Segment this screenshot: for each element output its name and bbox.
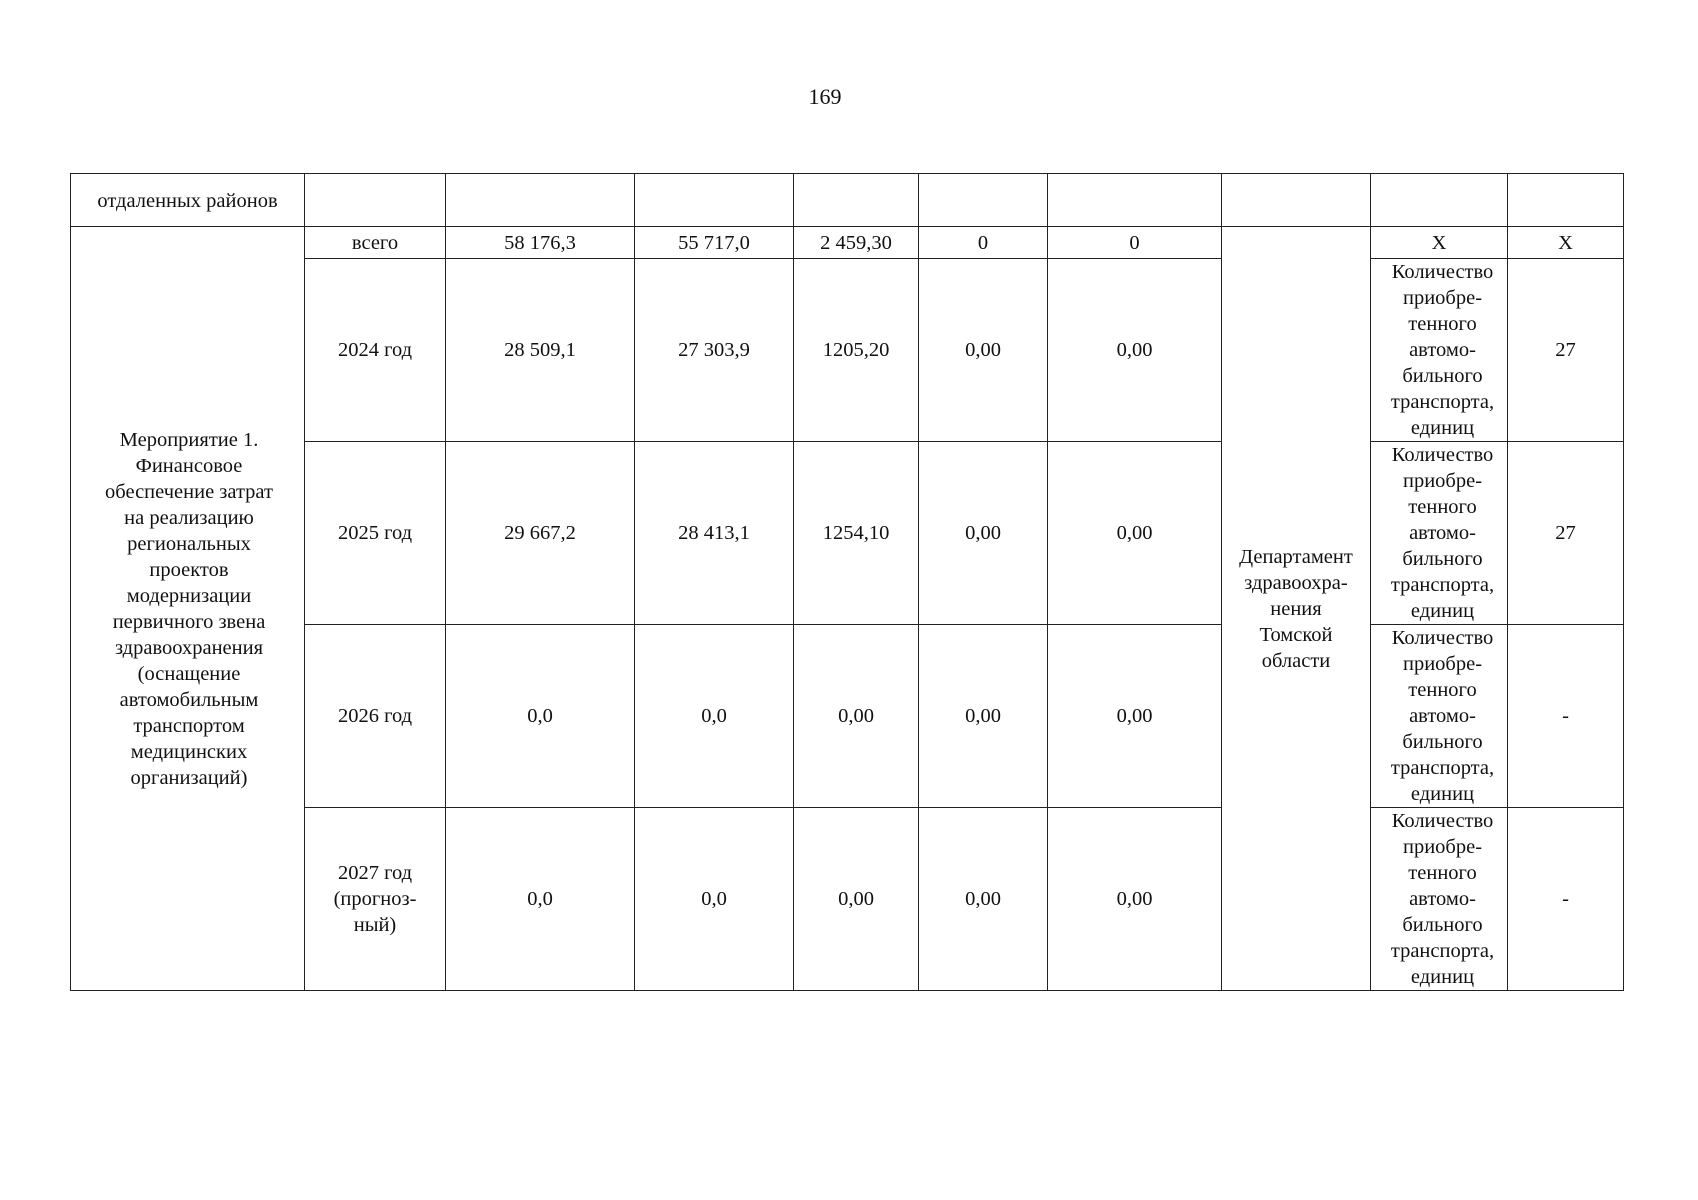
indicator-line: транспорта, [1390, 574, 1495, 596]
event-name-line: модернизации [126, 584, 252, 607]
period-line: 2024 год [337, 339, 413, 361]
indicator-cell [1371, 625, 1508, 808]
regional-cell: 1254,10 [794, 442, 919, 625]
event-name-line: здравоохранения [114, 636, 264, 659]
indicator-line: тенного [1408, 862, 1477, 884]
total-cell: 58 176,3 [446, 227, 635, 259]
indicator-line: автомо- [1409, 522, 1476, 544]
indicator-line: единиц [1410, 783, 1475, 805]
indicator-value-cell: 27 [1508, 259, 1624, 442]
indicator-line: приобре- [1402, 287, 1483, 309]
local-cell: 0,00 [919, 625, 1048, 808]
total-cell: 28 509,1 [446, 259, 635, 442]
indicator-cell [1371, 808, 1508, 991]
total-cell: 29 667,2 [446, 442, 635, 625]
indicator-cell: Х [1371, 227, 1508, 259]
event-name-line: транспортом [133, 714, 245, 737]
other-cell: 0,00 [1048, 259, 1222, 442]
federal-cell: 27 303,9 [635, 259, 794, 442]
total-cell: 0,0 [446, 808, 635, 991]
indicator-line: бильного [1402, 914, 1483, 936]
local-cell: 0,00 [919, 259, 1048, 442]
indicator-line: единиц [1410, 966, 1475, 988]
empty-cell [635, 174, 794, 227]
federal-cell: 0,0 [635, 625, 794, 808]
empty-cell [1371, 174, 1508, 227]
department-line: Департамент [1239, 545, 1353, 568]
regional-cell: 0,00 [794, 625, 919, 808]
period-line: 2025 год [337, 522, 413, 544]
page-number: 169 [808, 84, 842, 109]
indicator-value-cell: - [1508, 625, 1624, 808]
empty-cell [1048, 174, 1222, 227]
period-line: 2027 год [337, 862, 413, 884]
indicator-line: транспорта, [1390, 757, 1495, 779]
event-name-line: на реализацию [124, 506, 254, 529]
indicator-line: приобре- [1402, 836, 1483, 858]
empty-cell [1222, 174, 1371, 227]
total-row [71, 227, 1624, 259]
event-name-line: медицинских [130, 740, 248, 763]
period-cell [305, 808, 446, 991]
indicator-line: транспорта, [1390, 391, 1495, 413]
period-line: (прогноз- [333, 888, 417, 910]
regional-cell: 0,00 [794, 808, 919, 991]
indicator-line: приобре- [1402, 470, 1483, 492]
event-name-line: региональных [127, 532, 251, 555]
local-cell: 0,00 [919, 442, 1048, 625]
period-line: 2026 год [337, 705, 413, 727]
empty-cell [794, 174, 919, 227]
department-cell [1222, 227, 1371, 991]
indicator-line: бильного [1402, 548, 1483, 570]
department-line: здравоохра- [1244, 571, 1348, 594]
funding-table [70, 173, 1624, 991]
local-cell: 0,00 [919, 808, 1048, 991]
department-line: Томской [1259, 623, 1333, 646]
federal-cell: 28 413,1 [635, 442, 794, 625]
other-cell: 0,00 [1048, 808, 1222, 991]
other-cell: 0,00 [1048, 625, 1222, 808]
federal-cell: 55 717,0 [635, 227, 794, 259]
indicator-line: тенного [1408, 679, 1477, 701]
other-cell: 0,00 [1048, 442, 1222, 625]
indicator-value-cell: Х [1508, 227, 1624, 259]
total-cell: 0,0 [446, 625, 635, 808]
indicator-value-cell: - [1508, 808, 1624, 991]
regional-cell: 1205,20 [794, 259, 919, 442]
period-cell [305, 625, 446, 808]
indicator-line: бильного [1402, 731, 1483, 753]
empty-cell [446, 174, 635, 227]
event-name-line: обеспечение затрат [105, 480, 273, 503]
empty-cell [305, 174, 446, 227]
regional-cell: 2 459,30 [794, 227, 919, 259]
indicator-line: приобре- [1402, 653, 1483, 675]
period-line: ный) [353, 914, 397, 936]
period-cell: всего [305, 227, 446, 259]
indicator-line: бильного [1402, 365, 1483, 387]
event-name-line: организаций) [130, 766, 248, 789]
other-cell: 0 [1048, 227, 1222, 259]
event-name-line: проектов [149, 558, 229, 581]
indicator-line: тенного [1408, 313, 1477, 335]
period-cell [305, 442, 446, 625]
indicator-line: автомо- [1409, 888, 1476, 910]
department-line: нения [1270, 597, 1322, 620]
indicator-cell [1371, 259, 1508, 442]
empty-cell [919, 174, 1048, 227]
event-name-line: автомобильным [119, 688, 259, 711]
indicator-line: автомо- [1409, 339, 1476, 361]
indicator-line: автомо- [1409, 705, 1476, 727]
indicator-line: единиц [1410, 417, 1475, 439]
indicator-value-cell: 27 [1508, 442, 1624, 625]
indicator-line: Количество [1391, 810, 1494, 832]
indicator-line: Количество [1391, 444, 1494, 466]
indicator-line: Количество [1391, 627, 1494, 649]
period-cell [305, 259, 446, 442]
local-cell: 0 [919, 227, 1048, 259]
event-name-line: первичного звена [112, 610, 266, 633]
event-name-line: Мероприятие 1. [119, 428, 259, 451]
event-name-cell [71, 227, 305, 991]
continuation-row [71, 174, 1624, 227]
indicator-cell [1371, 442, 1508, 625]
indicator-line: тенного [1408, 496, 1477, 518]
indicator-line: транспорта, [1390, 940, 1495, 962]
event-name-line: Финансовое [135, 454, 243, 477]
indicator-line: единиц [1410, 600, 1475, 622]
event-name-line: (оснащение [137, 662, 241, 685]
federal-cell: 0,0 [635, 808, 794, 991]
empty-cell [1508, 174, 1624, 227]
continuation-cell: отдаленных районов [71, 174, 305, 227]
indicator-line: Количество [1391, 261, 1494, 283]
department-line: области [1261, 649, 1331, 672]
